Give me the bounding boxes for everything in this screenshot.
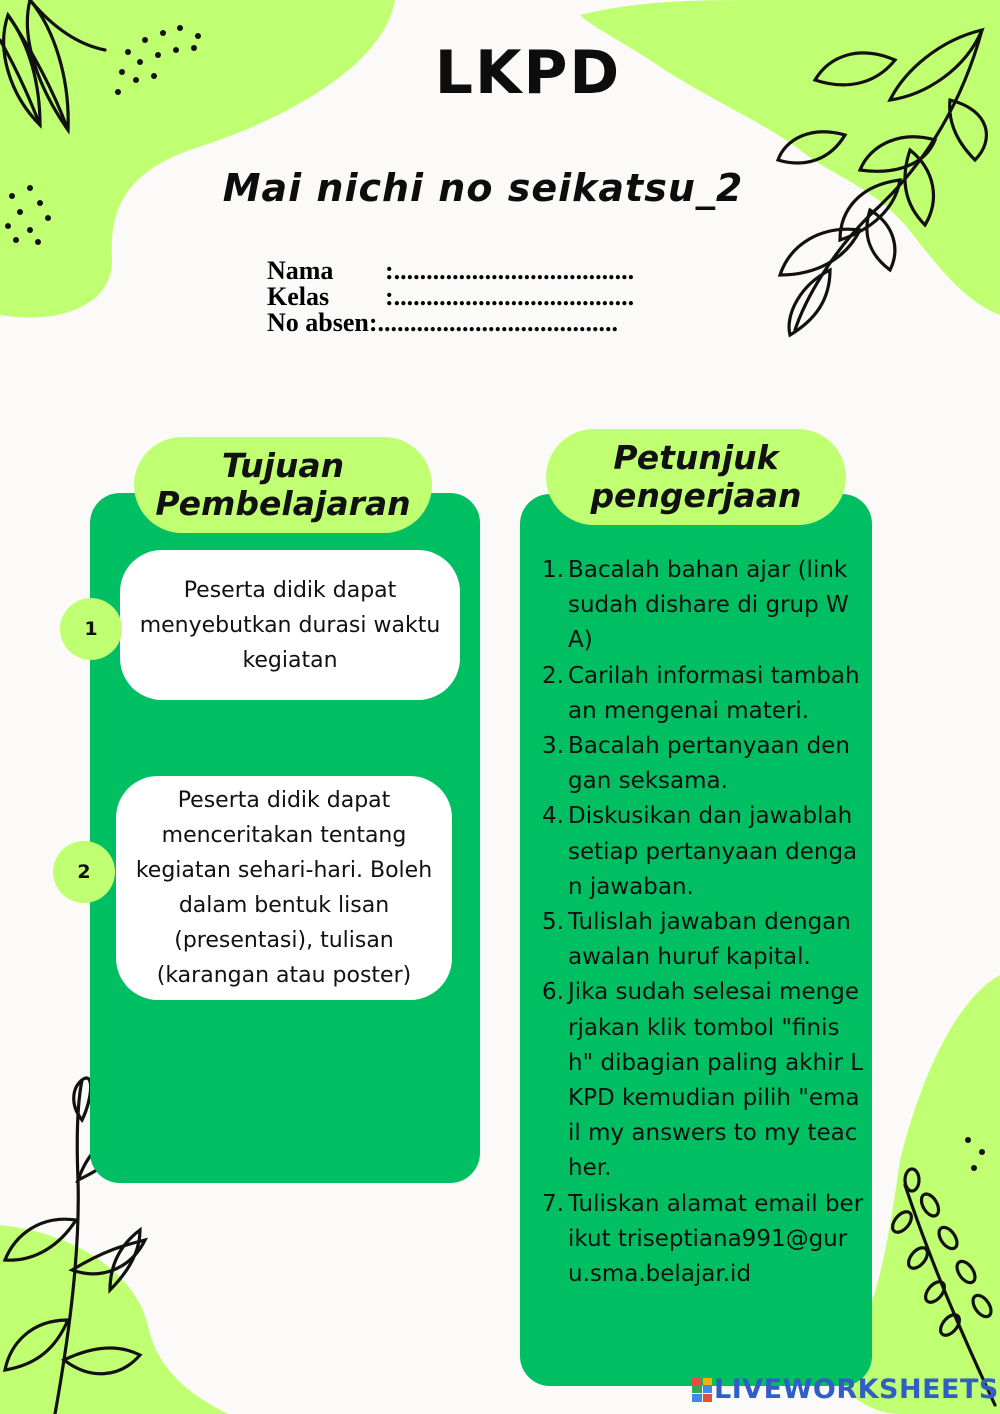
instructions-heading bbox=[546, 429, 846, 525]
identity-separator: : bbox=[385, 282, 394, 311]
objective-item bbox=[120, 550, 460, 700]
heading-line: Pembelajaran bbox=[155, 484, 411, 523]
student-identity-block bbox=[267, 258, 634, 336]
identity-label: No absen: bbox=[267, 308, 378, 337]
step-number: 3. bbox=[542, 733, 564, 760]
step-number: 5. bbox=[542, 909, 564, 936]
step-text: Tuliskan alamat email berikut triseptiana991@guru.sma.belajar.id bbox=[568, 1190, 864, 1288]
instruction-step bbox=[542, 905, 864, 975]
objective-text: Peserta didik dapat menyebutkan durasi waktu kegiatan bbox=[139, 577, 441, 673]
identity-label: Kelas bbox=[267, 282, 330, 311]
step-number: 7. bbox=[542, 1190, 564, 1217]
liveworksheets-watermark[interactable] bbox=[692, 1374, 999, 1405]
instruction-step bbox=[542, 799, 864, 905]
step-text: Jika sudah selesai mengerjakan klik tombol "finish" dibagian paling akhir LKPD kemudian pilih "email my answers to my teacher. bbox=[568, 979, 864, 1182]
objective-text: Peserta didik dapat menceritakan tentang kegiatan sehari-hari. Boleh dalam bentuk lisan (presentasi), tulisan (karangan atau poster) bbox=[135, 788, 433, 988]
page-title: LKPD bbox=[434, 38, 622, 108]
attendance-number-blank-field[interactable]: ..................................... bbox=[377, 308, 619, 337]
identity-separator: : bbox=[385, 256, 394, 285]
heading-line: Tujuan bbox=[221, 446, 345, 485]
step-number: 2. bbox=[542, 662, 564, 689]
step-number: 6. bbox=[542, 979, 564, 1006]
instruction-step bbox=[542, 975, 864, 1186]
class-blank-field[interactable]: ..................................... bbox=[393, 282, 635, 311]
watermark-text: LIVEWORKSHEETS bbox=[714, 1374, 999, 1405]
identity-row-kelas bbox=[267, 284, 634, 310]
instruction-step bbox=[542, 1187, 864, 1293]
instruction-step bbox=[542, 553, 864, 659]
identity-row-nama bbox=[267, 258, 634, 284]
step-number: 1. bbox=[542, 557, 564, 583]
heading-line: Petunjuk bbox=[613, 438, 779, 477]
step-text: Diskusikan dan jawablah setiap pertanyaan dengan jawaban. bbox=[568, 803, 858, 900]
instruction-step bbox=[542, 729, 864, 799]
identity-row-absen bbox=[267, 310, 634, 336]
learning-objectives-heading bbox=[134, 437, 432, 533]
instruction-step bbox=[542, 659, 864, 729]
objective-number-badge: 1 bbox=[60, 598, 122, 660]
liveworksheets-logo-icon bbox=[692, 1378, 712, 1402]
step-text: Tulislah jawaban dengan awalan huruf kapital. bbox=[568, 909, 851, 971]
instruction-steps-list bbox=[542, 553, 864, 1292]
identity-label: Nama bbox=[267, 256, 334, 285]
objective-number-badge: 2 bbox=[53, 841, 115, 903]
name-blank-field[interactable]: ..................................... bbox=[393, 256, 635, 285]
step-text: Bacalah pertanyaan dengan seksama. bbox=[568, 733, 850, 795]
worksheet-subtitle: Mai nichi no seikatsu_2 bbox=[222, 166, 744, 210]
step-number: 4. bbox=[542, 803, 564, 830]
step-text: Carilah informasi tambahan mengenai materi. bbox=[568, 662, 860, 724]
heading-line: pengerjaan bbox=[590, 476, 802, 515]
objective-item bbox=[116, 776, 452, 1000]
step-text: Bacalah bahan ajar (link sudah dishare di grup WA) bbox=[568, 557, 849, 654]
